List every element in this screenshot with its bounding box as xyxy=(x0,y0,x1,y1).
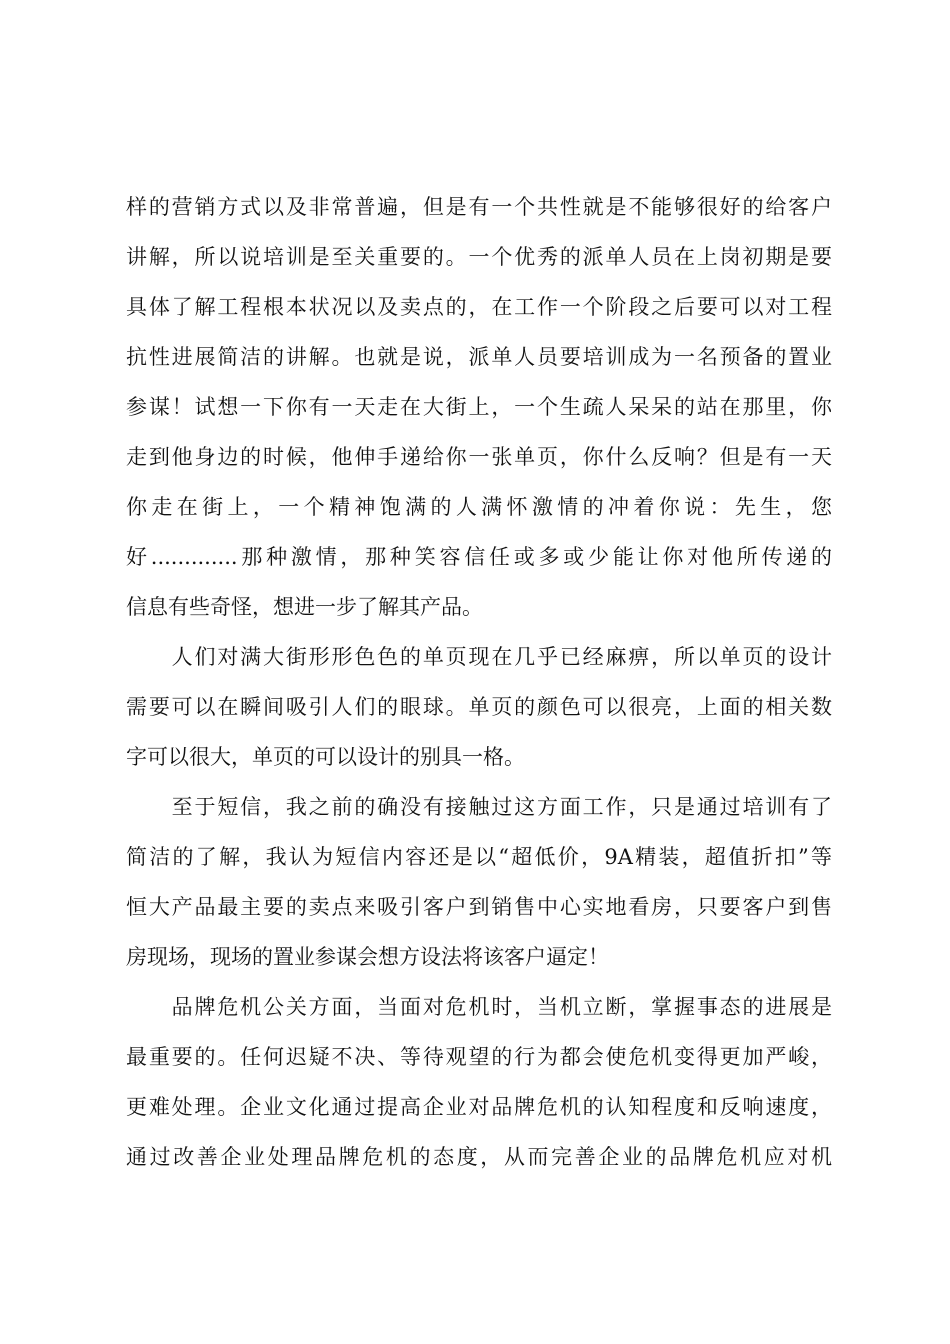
paragraph xyxy=(126,982,832,1182)
text-line: 参谋！试想一下你有一天走在大街上，一个生疏人呆呆的站在那里，你 xyxy=(126,395,832,419)
text-line: 信息有些奇怪，想进一步了解其产品。 xyxy=(126,595,483,619)
text-line: 样的营销方式以及非常普遍，但是有一个共性就是不能够很好的给客户 xyxy=(126,195,832,219)
text-line: 抗性进展简洁的讲解。也就是说，派单人员要培训成为一名预备的置业 xyxy=(126,345,832,369)
text-line: 简洁的了解，我认为短信内容还是以“超低价，9A精装，超值折扣”等 xyxy=(126,845,832,869)
body-text xyxy=(126,182,832,1182)
paragraph xyxy=(126,632,832,782)
text-line: 讲解，所以说培训是至关重要的。一个优秀的派单人员在上岗初期是要 xyxy=(126,245,832,269)
text-line: 更难处理。企业文化通过提高企业对品牌危机的认知程度和反响速度， xyxy=(126,1095,832,1119)
text-line: 字可以很大，单页的可以设计的别具一格。 xyxy=(126,745,525,769)
text-line: 走到他身边的时候，他伸手递给你一张单页，你什么反响？但是有一天 xyxy=(126,445,832,469)
text-line: 至于短信，我之前的确没有接触过这方面工作，只是通过培训有了 xyxy=(126,795,832,819)
paragraph xyxy=(126,182,832,632)
text-line: 你走在街上，一个精神饱满的人满怀激情的冲着你说：先生，您 xyxy=(126,495,832,519)
text-line: 需要可以在瞬间吸引人们的眼球。单页的颜色可以很亮，上面的相关数 xyxy=(126,695,832,719)
text-line: 房现场，现场的置业参谋会想方设法将该客户逼定！ xyxy=(126,945,609,969)
text-line: 品牌危机公关方面，当面对危机时，当机立断，掌握事态的进展是 xyxy=(126,995,832,1019)
text-line: 通过改善企业处理品牌危机的态度，从而完善企业的品牌危机应对机 xyxy=(126,1145,832,1169)
text-line: 恒大产品最主要的卖点来吸引客户到销售中心实地看房，只要客户到售 xyxy=(126,895,832,919)
text-line: 好.............那种激情，那种笑容信任或多或少能让你对他所传递的 xyxy=(126,545,832,569)
paragraph xyxy=(126,782,832,982)
text-line: 具体了解工程根本状况以及卖点的，在工作一个阶段之后要可以对工程 xyxy=(126,295,832,319)
text-line: 最重要的。任何迟疑不决、等待观望的行为都会使危机变得更加严峻， xyxy=(126,1045,832,1069)
text-line: 人们对满大街形形色色的单页现在几乎已经麻痹，所以单页的设计 xyxy=(126,645,832,669)
